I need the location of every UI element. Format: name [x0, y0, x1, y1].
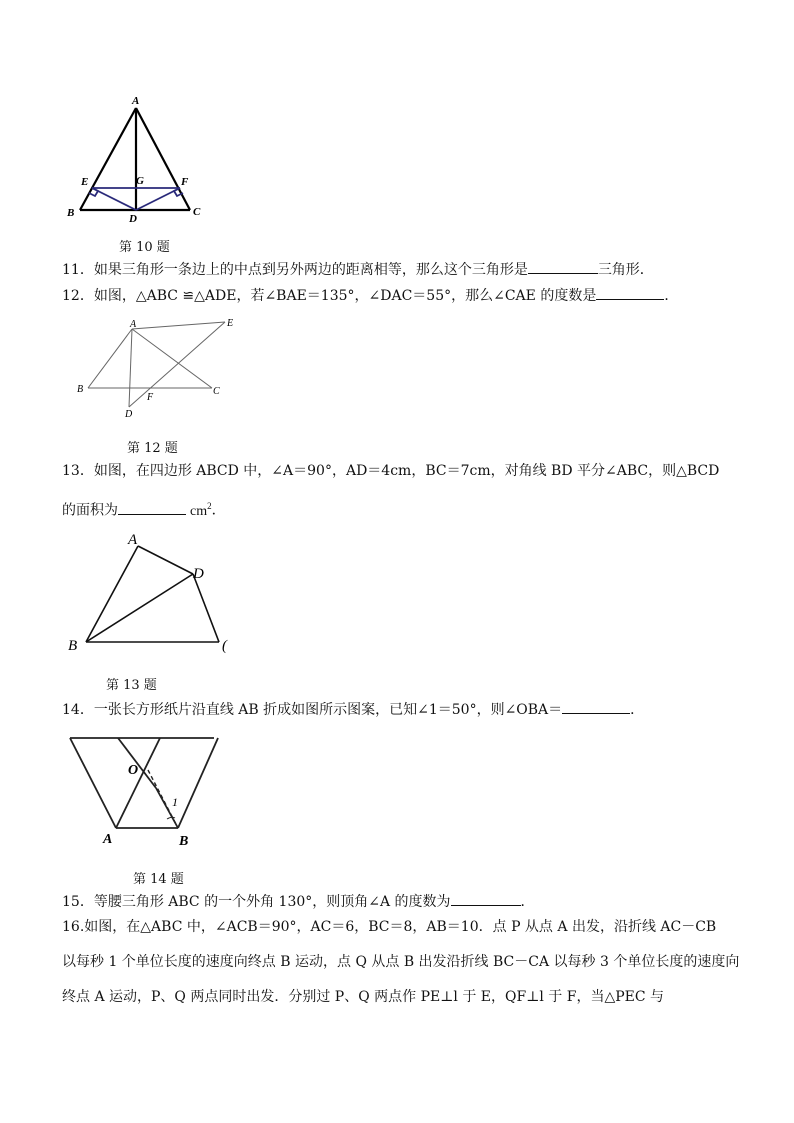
fig13-label-c: ( — [222, 638, 227, 654]
fig13-label-d: D — [193, 566, 204, 582]
fig14-label-a: A — [103, 832, 113, 847]
question-12-text: 12．如图，△ABC ≌△ADE，若∠BAE＝135°，∠DAC＝55°，那么∠CAE 的度数是 — [62, 288, 597, 304]
question-15-suffix: ． — [520, 894, 535, 910]
question-16-line-2 — [62, 952, 739, 972]
question-15-text: 15．等腰三角形 ABC 的一个外角 130°，则顶角∠A 的度数为 — [62, 894, 451, 910]
figure-13-caption: 第 13 题 — [106, 678, 157, 693]
question-13-line-1 — [62, 461, 719, 481]
question-13-line-2 — [62, 496, 226, 522]
question-13-unit-exponent: 2 — [207, 501, 212, 511]
figure-13 — [62, 528, 232, 656]
question-16-text-2: 以每秒 1 个单位长度的速度向终点 B 运动，点 Q 从点 B 出发沿折线 BC－CA 以每秒 3 个单位长度的速度向 — [62, 954, 740, 970]
question-16-text-1: 16.如图，在△ABC 中，∠ACB＝90°，AC＝6，BC＝8，AB＝10．点 P 从点 A 出发，沿折线 AC－CB — [62, 919, 717, 935]
figure-10-caption: 第 10 题 — [119, 240, 170, 255]
fig12-label-b: B — [77, 384, 84, 395]
question-11-suffix: 三角形． — [597, 262, 654, 278]
fig12-label-c: C — [213, 386, 220, 397]
fig13-label-a: A — [128, 532, 138, 548]
fig10-label-b: B — [67, 207, 75, 219]
fig14-label-one: 1 — [172, 795, 178, 809]
figure-12 — [72, 314, 242, 420]
answer-blank-15[interactable] — [451, 891, 521, 906]
answer-blank-13[interactable] — [118, 500, 186, 515]
question-14-suffix: ． — [630, 702, 645, 718]
question-14-text: 14．一张长方形纸片沿直线 AB 折成如图所示图案，已知∠1＝50°，则∠OBA＝ — [62, 702, 563, 718]
fig10-label-g: G — [136, 175, 144, 187]
fig12-label-a: A — [130, 319, 137, 330]
figure-12-caption: 第 12 题 — [127, 441, 178, 456]
figure-10 — [62, 92, 212, 224]
fig10-label-c: C — [193, 206, 201, 218]
fig10-label-d: D — [129, 213, 137, 224]
question-13-text: 13．如图，在四边形 ABCD 中，∠A＝90°，AD＝4cm，BC＝7cm，对角线 BD 平分∠ABC，则△BCD — [62, 463, 720, 479]
figure-14 — [62, 726, 222, 848]
fig10-label-e: E — [81, 176, 89, 188]
question-13-suffix: ． — [211, 502, 226, 519]
fig10-label-f: F — [181, 176, 189, 188]
question-11-text: 11．如果三角形一条边上的中点到另外两边的距离相等，那么这个三角形是 — [62, 262, 528, 278]
question-13-unit: cm — [190, 503, 208, 519]
question-16-line-1 — [62, 917, 716, 937]
question-13-prefix: 的面积为 — [62, 502, 118, 519]
fig10-label-a: A — [132, 95, 140, 107]
fig14-label-o: O — [128, 763, 139, 778]
fig12-label-f: F — [147, 392, 154, 403]
question-15 — [62, 891, 535, 912]
question-14 — [62, 699, 644, 720]
figure-14-caption: 第 14 题 — [133, 872, 184, 887]
question-16-line-3 — [62, 987, 664, 1007]
answer-blank-12[interactable] — [596, 285, 664, 300]
fig12-label-d: D — [125, 409, 133, 420]
question-16-text-3: 终点 A 运动，P、Q 两点同时出发．分别过 P、Q 两点作 PE⊥l 于 E，QF⊥l 于 F，当△PEC 与 — [62, 989, 665, 1005]
question-12 — [62, 285, 678, 306]
answer-blank-14[interactable] — [562, 699, 630, 714]
question-12-suffix: ． — [664, 288, 679, 304]
question-11 — [62, 259, 654, 280]
fig14-label-b: B — [179, 834, 189, 848]
fig12-label-e: E — [227, 318, 234, 329]
fig13-label-b: B — [68, 638, 78, 654]
answer-blank-11[interactable] — [528, 259, 598, 274]
